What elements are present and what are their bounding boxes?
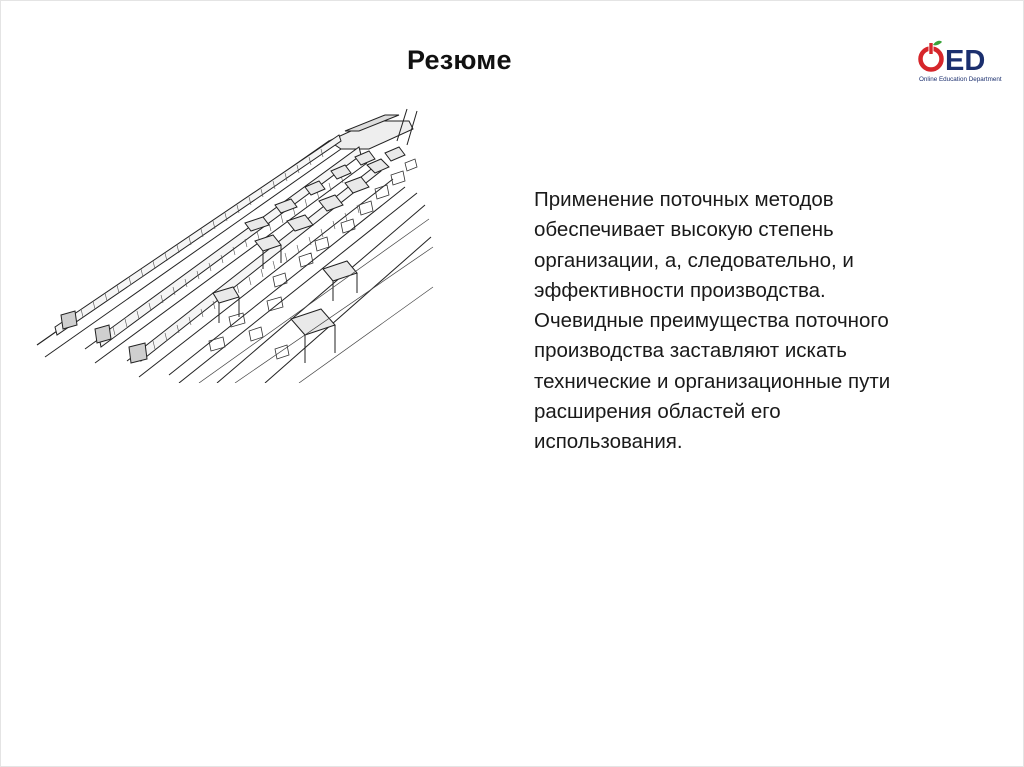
- logo-text: ED: [945, 45, 986, 77]
- assembly-line-illustration: [29, 101, 435, 383]
- oed-logo: [917, 39, 1005, 85]
- logo-caption: Online Education Department: [919, 76, 1002, 83]
- slide-body-text: Применение поточных методов обеспечивает высокую степень организации, а, следовательно, и эффективности производства. Очевидные преимущества поточного производства заставляют искать технические и организационные пути расширения областей его использования.: [534, 188, 891, 454]
- oed-logo-mark: [917, 39, 1005, 79]
- assembly-line-drawing-icon: [29, 101, 435, 383]
- slide-title: Резюме: [407, 45, 512, 75]
